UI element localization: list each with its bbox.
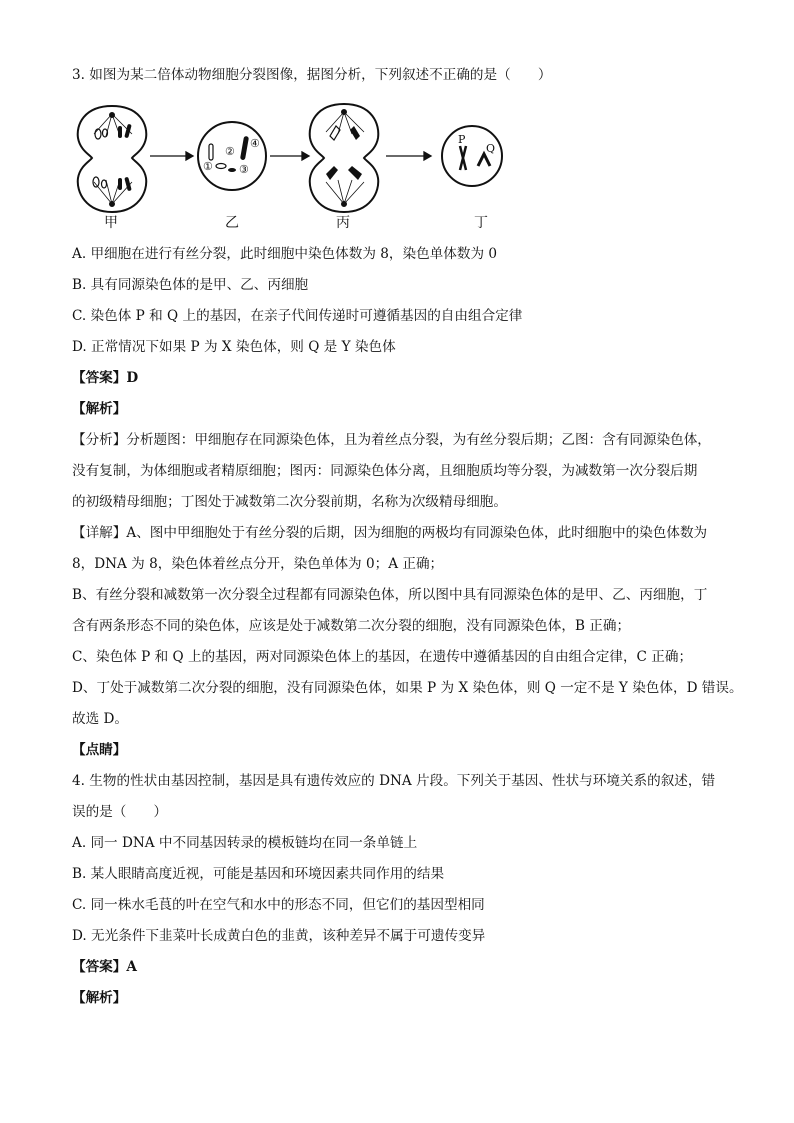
q4-option-c: C. 同一株水毛茛的叶在空气和水中的形态不同，但它们的基因型相同 <box>72 897 485 913</box>
marker-1: ① <box>203 160 213 173</box>
marker-2: ② <box>225 145 235 158</box>
q3-option-b: B. 具有同源染色体的是甲、乙、丙细胞 <box>72 277 309 293</box>
cell-ding <box>442 126 502 186</box>
q3-answer: 【答案】D <box>72 370 139 386</box>
q3-analysis-title: 【解析】 <box>72 401 127 417</box>
q3-dianjing: 【点睛】 <box>72 742 127 758</box>
cell-division-diagram <box>72 100 512 230</box>
q3-stem: 3. 如图为某二倍体动物细胞分裂图像，据图分析，下列叙述不正确的是（ ） <box>72 67 552 83</box>
marker-q: Q <box>486 142 496 155</box>
q3-option-a: A. 甲细胞在进行有丝分裂，此时细胞中染色体数为 8，染色单体数为 0 <box>72 246 498 262</box>
q4-analysis-title: 【解析】 <box>72 990 127 1006</box>
q3-analysis-line: 的初级精母细胞；丁图处于减数第二次分裂前期，名称为次级精母细胞。 <box>72 494 507 510</box>
q4-option-b: B. 某人眼睛高度近视，可能是基因和环境因素共同作用的结果 <box>72 866 445 882</box>
cell-bing-chromosomes <box>326 126 362 180</box>
cell-jia <box>78 106 147 212</box>
arrow-icon <box>270 152 309 160</box>
q3-analysis-line: B、有丝分裂和减数第一次分裂全过程都有同源染色体，所以图中具有同源染色体的是甲、乙、丙细胞，丁 <box>72 587 708 603</box>
q4-stem-line: 误的是（ ） <box>72 804 168 820</box>
q4-option-d: D. 无光条件下韭菜叶长成黄白色的韭黄，该种差异不属于可遗传变异 <box>72 928 486 944</box>
cell-bing <box>310 104 379 212</box>
q3-analysis-line: 8，DNA 为 8，染色体着丝点分开，染色单体为 0；A 正确； <box>72 556 444 572</box>
marker-3: ③ <box>239 163 249 176</box>
arrow-icon <box>150 152 193 160</box>
q3-analysis-line: 含有两条形态不同的染色体，应该是处于减数第二次分裂的细胞，没有同源染色体，B 正确； <box>72 618 631 634</box>
q4-option-a: A. 同一 DNA 中不同基因转录的模板链均在同一条单链上 <box>72 835 418 851</box>
marker-p: P <box>458 133 466 146</box>
figure-label-yi: 乙 <box>225 215 239 231</box>
arrow-icon <box>386 152 431 160</box>
q3-option-d: D. 正常情况下如果 P 为 X 染色体，则 Q 是 Y 染色体 <box>72 339 396 355</box>
q3-analysis-line: 【详解】A、图中甲细胞处于有丝分裂的后期，因为细胞的两极均有同源染色体，此时细胞中的染色体数为 <box>72 525 708 541</box>
q3-analysis-line: C、染色体 P 和 Q 上的基因，两对同源染色体上的基因，在遗传中遵循基因的自由组合定律，C 正确； <box>72 649 693 665</box>
figure-label-jia: 甲 <box>104 215 118 231</box>
q4-stem-line: 4. 生物的性状由基因控制，基因是具有遗传效应的 DNA 片段。下列关于基因、性状与环境关系的叙述，错 <box>72 773 716 789</box>
q4-answer: 【答案】A <box>72 959 137 975</box>
q3-analysis-line: D、丁处于减数第二次分裂的细胞，没有同源染色体，如果 P 为 X 染色体，则 Q 一定不是 Y 染色体，D 错误。 <box>72 680 743 696</box>
q3-analysis-line: 故选 D。 <box>72 711 129 727</box>
cell-division-figure <box>72 100 512 234</box>
q3-analysis-line: 【分析】分析题图：甲细胞存在同源染色体，且为着丝点分裂，为有丝分裂后期；乙图：含有同源染色体， <box>72 432 711 448</box>
cell-jia-chromosomes <box>93 124 132 192</box>
q3-option-c: C. 染色体 P 和 Q 上的基因，在亲子代间传递时可遵循基因的自由组合定律 <box>72 308 523 324</box>
q3-analysis-line: 没有复制，为体细胞或者精原细胞；图丙：同源染色体分离，且细胞质均等分裂，为减数第一次分裂后期 <box>72 463 698 479</box>
figure-label-ding: 丁 <box>474 215 488 231</box>
marker-4: ④ <box>250 137 260 150</box>
figure-label-bing: 丙 <box>336 215 350 231</box>
